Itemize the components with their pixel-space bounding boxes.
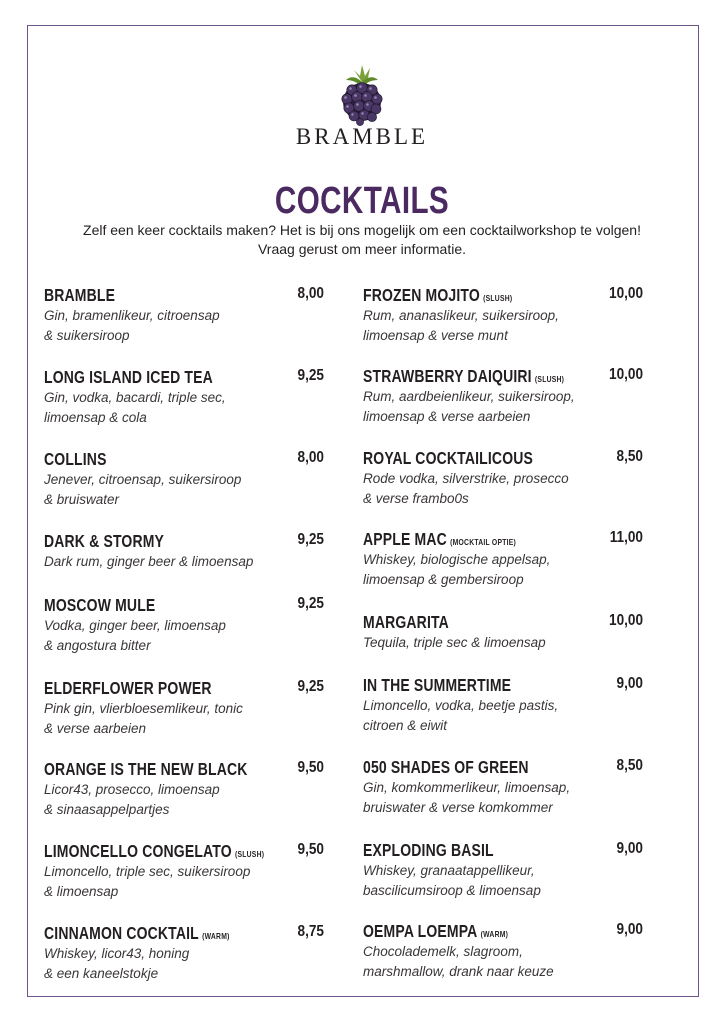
cocktail-price: 9,25	[297, 678, 324, 695]
cocktail-description	[44, 552, 253, 572]
cocktail-name-text: 050 SHADES OF GREEN	[363, 757, 529, 777]
cocktail-name	[363, 285, 512, 306]
description-line: & bruiswater	[44, 491, 120, 507]
cocktail-name	[44, 449, 107, 470]
description-line: & een kaneelstokje	[44, 965, 159, 981]
cocktail-name	[363, 757, 529, 778]
description-line: Limoncello, triple sec, suikersiroop	[44, 864, 251, 879]
cocktail-price: 8,50	[616, 448, 643, 465]
description-line: Gin, vodka, bacardi, triple sec,	[44, 390, 226, 405]
description-line: Rum, aardbeienlikeur, suikersiroop,	[363, 389, 575, 404]
cocktail-name-text: APPLE MAC	[363, 529, 447, 549]
description-line: limoensap & verse munt	[363, 327, 508, 343]
description-line: Rode vodka, silverstrike, prosecco	[363, 471, 569, 486]
cocktail-description	[44, 388, 226, 427]
description-line: & suikersiroop	[44, 327, 130, 343]
cocktail-description	[44, 944, 189, 983]
cocktail-description	[363, 942, 554, 981]
intro-line: Vraag gerust om meer informatie.	[257, 241, 466, 257]
brand-name: BRAMBLE	[295, 124, 429, 149]
cocktail-name-text: LIMONCELLO CONGELATO	[44, 841, 232, 861]
cocktail-name	[44, 595, 155, 616]
cocktail-description	[44, 616, 226, 655]
description-line: & verse aarbeien	[44, 720, 147, 736]
cocktail-description	[44, 862, 250, 901]
cocktail-tag: (SLUSH)	[483, 293, 513, 303]
description-line: Pink gin, vlierbloesemlikeur, tonic	[44, 701, 243, 716]
cocktail-price: 9,25	[297, 531, 324, 548]
cocktail-name-text: FROZEN MOJITO	[363, 285, 480, 305]
cocktail-tag: (SLUSH)	[234, 849, 265, 859]
cocktail-price: 9,00	[616, 675, 643, 692]
cocktail-description	[363, 306, 559, 345]
cocktail-name	[363, 366, 564, 387]
cocktail-tag: (WARM)	[202, 931, 230, 941]
description-line: limoensap & gembersiroop	[363, 571, 524, 587]
cocktail-name	[44, 285, 115, 306]
cocktail-description	[44, 306, 220, 345]
cocktail-name	[363, 921, 508, 942]
description-line: Limoncello, vodka, beetje pastis,	[363, 698, 559, 713]
cocktail-description	[363, 387, 575, 426]
description-line: Whiskey, licor43, honing	[44, 946, 190, 961]
cocktail-name	[363, 448, 533, 469]
cocktail-price: 9,00	[616, 921, 643, 938]
cocktail-description	[363, 778, 570, 817]
cocktail-price: 11,00	[609, 529, 643, 546]
cocktail-name-text: ROYAL COCKTAILICOUS	[363, 448, 534, 468]
description-line: Chocolademelk, slagroom,	[363, 944, 523, 959]
description-line: Whiskey, biologische appelsap,	[363, 552, 551, 567]
cocktail-name	[44, 923, 230, 944]
cocktail-description	[363, 550, 550, 589]
cocktail-name-text: MARGARITA	[363, 612, 449, 632]
cocktail-description	[44, 699, 243, 738]
cocktail-price: 9,50	[297, 759, 324, 776]
cocktail-name	[363, 675, 511, 696]
cocktail-name-text: OEMPA LOEMPA	[363, 921, 478, 941]
cocktail-name-text: BRAMBLE	[44, 285, 116, 305]
cocktail-price: 8,50	[616, 757, 643, 774]
cocktail-name-text: COLLINS	[44, 449, 107, 469]
cocktail-price: 10,00	[609, 366, 644, 383]
description-line: bruiswater & verse komkommer	[363, 799, 553, 815]
cocktail-name-text: ELDERFLOWER POWER	[44, 678, 212, 698]
cocktail-price: 10,00	[609, 612, 644, 629]
cocktail-price: 8,00	[297, 449, 324, 466]
cocktail-price: 10,00	[609, 285, 644, 302]
cocktail-description	[363, 469, 569, 508]
cocktail-name	[363, 840, 494, 861]
description-line: Rum, ananaslikeur, suikersiroop,	[363, 308, 559, 323]
description-line: Tequila, triple sec & limoensap	[363, 635, 546, 650]
description-line: bascilicumsiroop & limoensap	[363, 882, 541, 898]
cocktail-name	[44, 678, 212, 699]
cocktail-price: 8,00	[297, 285, 324, 302]
cocktail-description	[363, 696, 558, 735]
cocktail-description	[44, 470, 241, 509]
cocktail-name-text: EXPLODING BASIL	[363, 840, 494, 860]
cocktail-price: 8,75	[297, 923, 324, 940]
cocktail-description	[44, 780, 220, 819]
description-line: limoensap & verse aarbeien	[363, 408, 531, 424]
cocktail-price: 9,50	[297, 841, 324, 858]
cocktail-price: 9,00	[616, 840, 643, 857]
description-line: Gin, komkommerlikeur, limoensap,	[363, 780, 571, 795]
cocktail-name-text: ORANGE IS THE NEW BLACK	[44, 759, 248, 779]
description-line: & verse frambo0s	[363, 490, 469, 506]
description-line: & limoensap	[44, 883, 119, 899]
cocktail-name-text: IN THE SUMMERTIME	[363, 675, 512, 695]
cocktail-tag: (MOCKTAIL OPTIE)	[450, 537, 517, 547]
intro-text	[0, 221, 724, 259]
description-line: Licor43, prosecco, limoensap	[44, 782, 220, 797]
cocktail-name	[363, 612, 449, 633]
cocktail-name-text: LONG ISLAND ICED TEA	[44, 367, 213, 387]
cocktail-tag: (SLUSH)	[534, 374, 565, 384]
page-title: COCKTAILS	[274, 180, 450, 222]
cocktail-price: 9,25	[297, 367, 324, 384]
cocktail-name-text: DARK & STORMY	[44, 531, 165, 551]
description-line: & sinaasappelpartjes	[44, 801, 170, 817]
cocktail-description	[363, 633, 546, 653]
cocktail-price: 9,25	[297, 595, 324, 612]
cocktail-description	[363, 861, 541, 900]
blackberry-icon	[332, 62, 392, 126]
cocktail-tag: (WARM)	[480, 929, 509, 939]
cocktail-name-text: MOSCOW MULE	[44, 595, 156, 615]
description-line: & angostura bitter	[44, 637, 151, 653]
description-line: Whiskey, granaatappellikeur,	[363, 863, 535, 878]
cocktail-name-text: CINNAMON COCKTAIL	[44, 923, 199, 943]
cocktail-name	[44, 367, 213, 388]
intro-line: Zelf een keer cocktails maken? Het is bij ons mogelijk om een cocktailworkshop te volgen!	[83, 222, 641, 238]
cocktail-name	[44, 841, 264, 862]
cocktail-name	[44, 759, 248, 780]
description-line: citroen & eiwit	[363, 717, 448, 733]
cocktail-name	[363, 529, 516, 550]
cocktail-name	[44, 531, 164, 552]
description-line: limoensap & cola	[44, 409, 147, 425]
description-line: Dark rum, ginger beer & limoensap	[44, 554, 254, 569]
cocktail-name-text: STRAWBERRY DAIQUIRI	[363, 366, 532, 386]
description-line: marshmallow, drank naar keuze	[363, 963, 554, 979]
description-line: Jenever, citroensap, suikersiroop	[44, 472, 242, 487]
description-line: Gin, bramenlikeur, citroensap	[44, 308, 220, 323]
description-line: Vodka, ginger beer, limoensap	[44, 618, 226, 633]
